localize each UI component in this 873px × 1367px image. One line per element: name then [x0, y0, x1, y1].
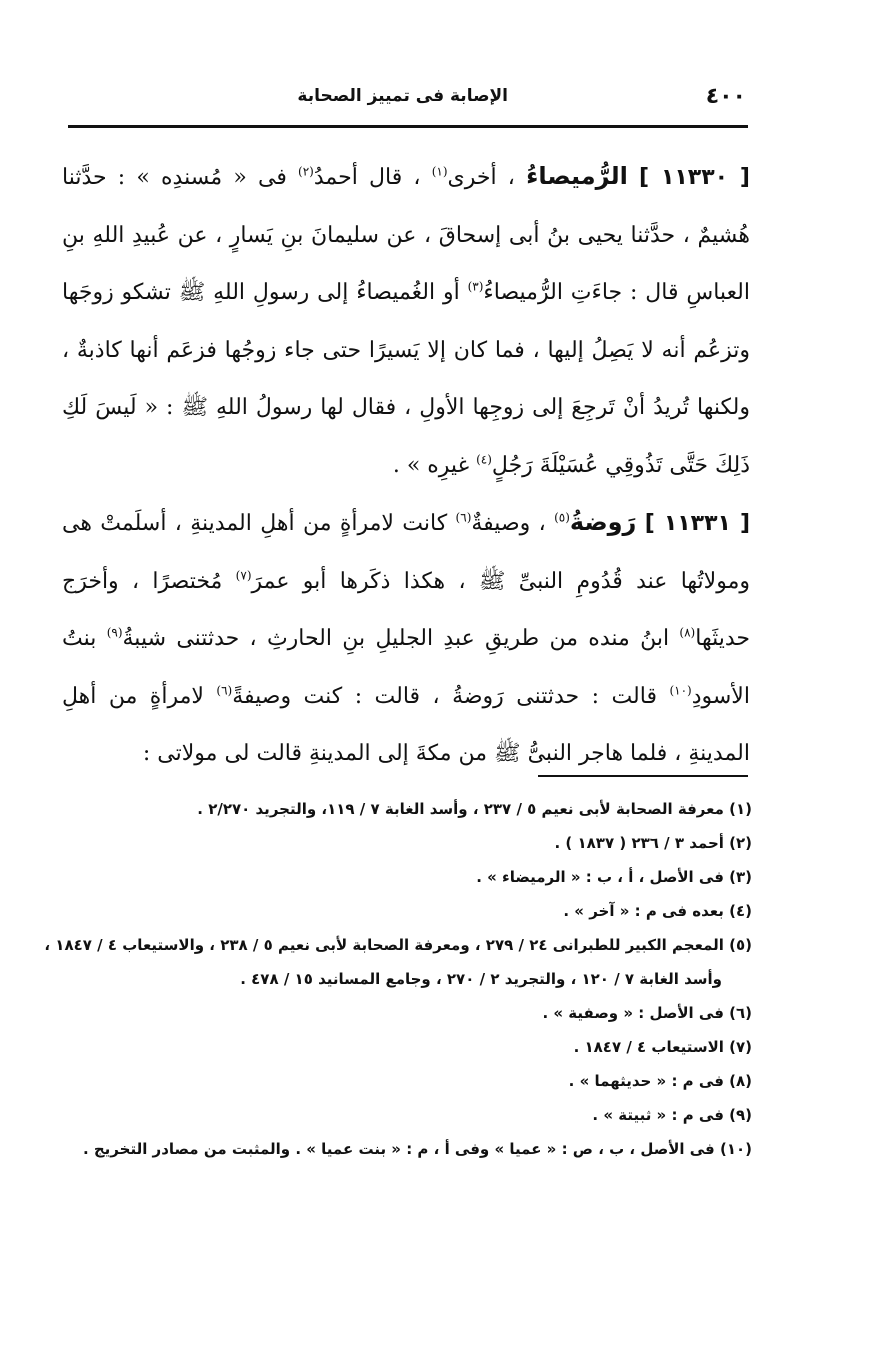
footnotes — [44, 792, 752, 1166]
entry-name: الرُّميصاءُ — [526, 162, 628, 190]
entry-11331 — [62, 494, 750, 783]
footnote-ref[interactable]: (٩) — [106, 625, 123, 640]
main-text — [62, 148, 750, 783]
footnote-ref[interactable]: (٤) — [476, 452, 492, 467]
footnote-3: (٣) فى الأصل ، أ ، ب : « الرميضاء » . — [476, 868, 752, 886]
page-header — [68, 84, 748, 118]
footnote-ref[interactable]: (٢) — [298, 164, 314, 179]
footnote-10: (١٠) فى الأصل ، ب ، ص : « عميا » وفى أ ، م : « بنت عميا » . والمثبت من مصادر التخريج . — [82, 1140, 752, 1158]
entry-text: ابنُ منده من طريقِ عبدِ الجليلِ بنِ الحارثِ ، حدثتنى شيبةُ — [122, 626, 670, 651]
entry-text: أو الغُميصاءُ إلى رسولِ اللهِ ﷺ تشكو زوجَها وتزعُم أنه لا يَصِلُ إليها ، فما كان إلا يَسيرًا حتى جاء زوجُها فزعَم أنها كاذبةٌ ، ولكنها تُريدُ أنْ تَرجِعَ إلى زوجِها الأولِ ، فقال لها رسولُ اللهِ ﷺ : « لَيسَ لَكِ ذَلِكَ حَتَّى تَذُوقِي عُسَيْلَةَ رَجُلٍ — [62, 280, 750, 478]
entry-text: ، وصيفةٌ — [471, 511, 546, 536]
footnote-ref[interactable]: (٦) — [216, 683, 233, 698]
footnote-1: (١) معرفة الصحابة لأبى نعيم ٥ / ٢٣٧ ، وأسد الغابة ٧ / ١١٩، والتجريد ٢/٢٧٠ . — [197, 800, 752, 818]
footnote-5-continued: وأسد الغابة ٧ / ١٢٠ ، والتجريد ٢ / ٢٧٠ ، وجامع المسانيد ١٥ / ٤٧٨ . — [240, 970, 722, 988]
footnote-2: (٢) أحمد ٣ / ٢٣٦ ( ١٨٣٧ ) . — [554, 834, 752, 852]
running-title: الإصابة فى تمييز الصحابة — [297, 86, 508, 106]
footnote-ref[interactable]: (٧) — [235, 568, 252, 583]
entry-text: قالت : حدثتنى رَوضةُ ، قالت : كنت وصيفةً — [232, 683, 657, 709]
entry-text: كانت لامرأةٍ من أهلِ المدينةِ ، أسلَمتْ هى ومولاتُها عند قُدُومِ النبىِّ ﷺ ، هكذا ذكَرها أبو عمرَ — [62, 511, 751, 594]
entry-text: ، قال أحمدُ — [313, 165, 421, 190]
entry-text: ، أخرى — [447, 165, 515, 190]
footnote-7: (٧) الاستيعاب ٤ / ١٨٤٧ . — [573, 1038, 752, 1056]
footnote-5: (٥) المعجم الكبير للطبرانى ٢٤ / ٢٧٩ ، ومعرفة الصحابة لأبى نعيم ٥ / ٢٣٨ ، والاستيعاب ٤ / ١٨٤٧ ، — [44, 936, 752, 954]
footnote-ref[interactable]: (٣) — [467, 279, 484, 294]
entry-number: [ ١١٣٣٠ ] — [639, 165, 750, 190]
footnote-8: (٨) فى م : « حديثهما » . — [568, 1072, 752, 1090]
footnote-ref[interactable]: (١٠) — [669, 683, 692, 698]
header-rule — [68, 125, 748, 128]
page-number: ٤٠٠ — [705, 84, 746, 109]
footnote-ref[interactable]: (٦) — [455, 510, 472, 525]
entry-text: لامرأةٍ من أهلِ المدينةِ ، فلما هاجر النبىُّ ﷺ من مكةَ إلى المدينةِ قالت لى مولاتى : — [62, 683, 750, 766]
footnote-6: (٦) فى الأصل : « وصفية » . — [542, 1004, 752, 1022]
footnote-4: (٤) بعده فى م : « آخر » . — [563, 902, 752, 920]
entry-11330 — [62, 148, 750, 494]
footnote-ref[interactable]: (١) — [431, 164, 448, 179]
footnote-ref[interactable]: (٨) — [679, 625, 696, 640]
footnote-ref[interactable]: (٥) — [554, 510, 570, 525]
entry-text: غيرِه » . — [392, 452, 470, 478]
entry-text: فى « مُسندِه » : حدَّثنا هُشيمٌ ، حدَّثنا يحيى بنُ أبى إسحاقَ ، عن سليمانَ بنِ يَسارٍ ، عن عُبيدِ اللهِ بنِ العباسِ قال : جاءَتِ الرُّميصاءُ — [62, 165, 750, 305]
footnote-9: (٩) فى م : « ثبيتة » . — [592, 1106, 752, 1124]
entry-text: بنتُ الأسودِ — [62, 626, 750, 709]
entry-text: مُختصرًا ، وأخرَج حديثَها — [62, 568, 750, 651]
entry-number: [ ١١٣٣١ ] — [644, 511, 751, 536]
footnote-rule — [538, 775, 748, 777]
entry-name: رَوضةُ — [569, 508, 637, 536]
